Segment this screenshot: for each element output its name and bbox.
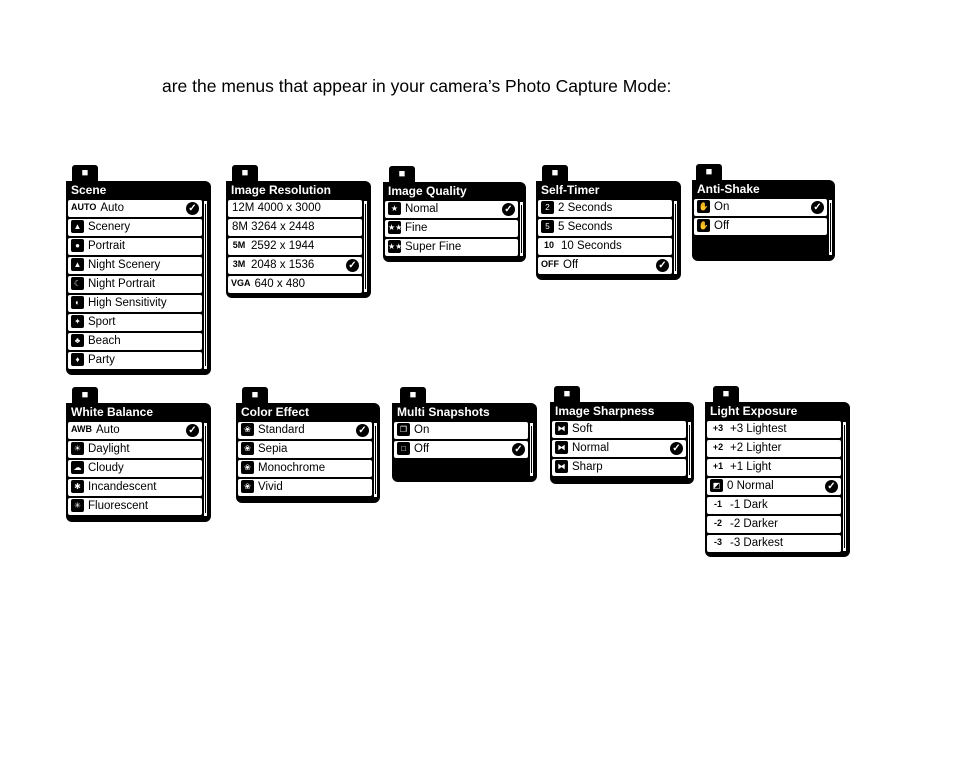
option-label: Off — [714, 220, 730, 232]
option-label: Monochrome — [258, 462, 326, 474]
option-icon: ✳ — [71, 499, 84, 512]
menu-panel — [536, 181, 681, 280]
option-label: Off — [414, 443, 430, 455]
menu-option[interactable] — [68, 441, 202, 458]
menu-scrollbar[interactable] — [364, 201, 367, 292]
option-icon: ❐ — [397, 423, 410, 436]
menu-option[interactable] — [707, 459, 841, 476]
menu-scrollbar[interactable] — [374, 423, 377, 497]
option-icon: +3 — [712, 423, 724, 433]
option-icon: OFF — [541, 259, 559, 269]
option-label: High Sensitivity — [88, 297, 167, 309]
selected-check-icon: ✓ — [656, 259, 669, 272]
selected-check-icon: ✓ — [186, 424, 199, 437]
option-icon: ⧓ — [555, 441, 568, 454]
menu-option[interactable] — [707, 516, 841, 533]
menu-option[interactable] — [552, 421, 686, 438]
menu-option[interactable] — [68, 498, 202, 515]
menu-option[interactable] — [228, 200, 362, 217]
option-icon: 2 — [541, 201, 554, 214]
option-icon: ★★★ — [388, 242, 410, 251]
scrollbar-thumb[interactable] — [521, 205, 522, 253]
menu-panel — [692, 180, 835, 261]
menu-option[interactable] — [694, 199, 827, 216]
option-icon: AWB — [71, 424, 92, 434]
option-label: Incandescent — [88, 481, 157, 493]
scrollbar-thumb[interactable] — [844, 425, 845, 548]
scrollbar-thumb[interactable] — [365, 204, 366, 289]
timer-icon[interactable]: ■ — [542, 165, 568, 182]
menu-option[interactable] — [385, 201, 518, 218]
option-label: 640 x 480 — [254, 278, 306, 290]
option-label: -1 Dark — [730, 499, 768, 511]
menu-panel — [226, 181, 371, 298]
menu-image-sharpness — [550, 386, 694, 484]
snapshots-icon[interactable]: ■ — [400, 387, 426, 404]
option-label: Soft — [572, 423, 593, 435]
option-label: Super Fine — [405, 241, 462, 253]
menu-scrollbar[interactable] — [530, 423, 533, 476]
selected-check-icon: ✓ — [346, 259, 359, 272]
wb-icon[interactable]: ■ — [72, 387, 98, 404]
menu-option[interactable] — [385, 220, 518, 237]
menu-options — [694, 199, 827, 237]
menu-option[interactable] — [552, 459, 686, 476]
menu-option[interactable] — [68, 422, 202, 439]
menu-panel — [705, 402, 850, 557]
option-icon: ◐ — [71, 296, 84, 309]
option-label: Night Portrait — [88, 278, 156, 290]
menu-options — [385, 201, 518, 258]
menu-option[interactable] — [228, 257, 362, 274]
option-label: Fine — [405, 222, 428, 234]
option-icon: 5M — [232, 240, 246, 250]
menu-self-timer — [536, 165, 681, 280]
option-label: Auto — [96, 424, 120, 436]
option-label: 10 Seconds — [561, 240, 622, 252]
option-icon: 5 — [541, 220, 554, 233]
option-icon: -1 — [713, 499, 722, 509]
option-label: Standard — [258, 424, 305, 436]
option-label: 8M 3264 x 2448 — [232, 221, 315, 233]
selected-check-icon: ✓ — [825, 480, 838, 493]
menu-panel — [383, 182, 526, 262]
option-label: Sport — [88, 316, 116, 328]
menu-scrollbar[interactable] — [674, 201, 677, 274]
menu-options — [707, 421, 841, 554]
option-icon: ▲ — [71, 258, 84, 271]
menu-option[interactable] — [394, 441, 528, 458]
color-icon[interactable]: ■ — [242, 387, 268, 404]
option-icon: □ — [397, 442, 410, 455]
menu-title: White Balance — [71, 405, 154, 419]
menu-title: Scene — [71, 183, 107, 197]
option-icon: ✋ — [698, 221, 709, 230]
option-label: Fluorescent — [88, 500, 149, 512]
scrollbar-thumb[interactable] — [531, 426, 532, 473]
menu-image-resolution — [226, 165, 371, 298]
option-label: Normal — [572, 442, 610, 454]
menu-image-quality — [383, 166, 526, 262]
menu-scrollbar[interactable] — [520, 202, 523, 256]
option-icon: ★ — [388, 202, 401, 215]
menu-panel — [392, 403, 537, 482]
option-icon: 10 — [543, 240, 554, 250]
menu-option[interactable] — [385, 239, 518, 256]
option-icon: ☁ — [71, 461, 84, 474]
scrollbar-thumb[interactable] — [375, 426, 376, 494]
menu-option[interactable] — [707, 421, 841, 438]
hand-icon[interactable]: ■ — [696, 164, 722, 181]
option-icon: ★★ — [388, 223, 403, 232]
menu-options — [228, 200, 362, 295]
menu-option[interactable] — [538, 257, 672, 274]
option-icon: ☀ — [71, 442, 84, 455]
option-label: Night Scenery — [88, 259, 161, 271]
option-icon: ▲ — [71, 220, 84, 233]
option-label: Nomal — [405, 203, 439, 215]
menu-option[interactable] — [68, 352, 202, 369]
menu-option[interactable] — [238, 479, 372, 496]
option-icon: ◩ — [710, 479, 723, 492]
menu-scrollbar[interactable] — [843, 422, 846, 551]
option-label: 12M 4000 x 3000 — [232, 202, 321, 214]
menu-title: Multi Snapshots — [397, 405, 490, 419]
menu-white-balance — [66, 387, 211, 522]
option-label: -2 Darker — [730, 518, 778, 530]
menu-options — [394, 422, 528, 460]
menu-option[interactable] — [68, 257, 202, 274]
menu-option[interactable] — [228, 238, 362, 255]
menu-options — [68, 200, 202, 371]
menu-panel — [236, 403, 380, 503]
star-icon[interactable]: ■ — [389, 166, 415, 183]
menu-option[interactable] — [707, 535, 841, 552]
option-label: On — [414, 424, 430, 436]
selected-check-icon: ✓ — [670, 442, 683, 455]
menu-panel — [550, 402, 694, 484]
option-icon: VGA — [231, 278, 251, 288]
menu-option[interactable] — [68, 276, 202, 293]
menu-title: Image Sharpness — [555, 404, 655, 418]
menu-scrollbar[interactable] — [829, 200, 832, 255]
option-icon: +2 — [712, 442, 724, 452]
menu-title: Image Resolution — [231, 183, 332, 197]
menu-options — [538, 200, 672, 276]
menu-color-effect — [236, 387, 380, 503]
menu-scrollbar[interactable] — [204, 423, 207, 516]
option-label: Off — [563, 259, 579, 271]
option-icon: ⧓ — [555, 460, 568, 473]
option-icon: +1 — [712, 461, 724, 471]
option-label: 0 Normal — [727, 480, 774, 492]
option-label: Party — [88, 354, 115, 366]
scrollbar-thumb[interactable] — [205, 426, 206, 513]
menu-option[interactable] — [68, 333, 202, 350]
menu-option[interactable] — [228, 276, 362, 293]
menu-option[interactable] — [68, 219, 202, 236]
option-label: 2 Seconds — [558, 202, 613, 214]
menu-option[interactable] — [68, 314, 202, 331]
option-icon: ✋ — [698, 202, 709, 211]
selected-check-icon: ✓ — [512, 443, 525, 456]
selected-check-icon: ✓ — [186, 202, 199, 215]
selected-check-icon: ✓ — [811, 201, 824, 214]
menu-option[interactable] — [707, 478, 841, 495]
scrollbar-thumb[interactable] — [675, 204, 676, 271]
menu-option[interactable] — [538, 238, 672, 255]
option-label: +3 Lightest — [730, 423, 787, 435]
menu-option[interactable] — [694, 218, 827, 235]
option-label: 2048 x 1536 — [251, 259, 315, 271]
option-label: Vivid — [258, 481, 283, 493]
option-icon: ♣ — [71, 334, 84, 347]
option-icon: AUTO — [71, 202, 97, 212]
menu-scrollbar[interactable] — [204, 201, 207, 369]
option-label: On — [714, 201, 730, 213]
menu-option[interactable] — [707, 440, 841, 457]
option-label: Daylight — [88, 443, 130, 455]
menu-option[interactable] — [228, 219, 362, 236]
menu-options — [68, 422, 202, 517]
option-label: Sepia — [258, 443, 288, 455]
option-icon: ❀ — [241, 461, 254, 474]
option-label: Beach — [88, 335, 121, 347]
selected-check-icon: ✓ — [502, 203, 515, 216]
menu-title: Image Quality — [388, 184, 467, 198]
menu-scrollbar[interactable] — [688, 422, 691, 478]
menu-option[interactable] — [68, 295, 202, 312]
menu-option[interactable] — [68, 460, 202, 477]
option-icon: -3 — [713, 537, 722, 547]
scene-mode-icon[interactable]: ■ — [72, 165, 98, 182]
option-icon: ● — [71, 239, 84, 252]
option-label: Sharp — [572, 461, 603, 473]
option-icon: ❀ — [241, 442, 254, 455]
option-label: -3 Darkest — [730, 537, 784, 549]
menu-option[interactable] — [238, 460, 372, 477]
menu-light-exposure — [705, 386, 850, 557]
menu-title: Self-Timer — [541, 183, 600, 197]
menu-option[interactable] — [238, 441, 372, 458]
option-icon: 3M — [232, 259, 246, 269]
menu-option[interactable] — [707, 497, 841, 514]
option-icon: ✦ — [71, 315, 84, 328]
menu-anti-shake — [692, 164, 835, 261]
sharpness-icon[interactable]: ■ — [554, 386, 580, 403]
menu-option[interactable] — [552, 440, 686, 457]
scrollbar-thumb[interactable] — [205, 204, 206, 366]
intro-text: are the menus that appear in your camera’s Photo Capture Mode: — [162, 76, 672, 96]
option-label: +1 Light — [730, 461, 772, 473]
resolution-icon[interactable]: ■ — [232, 165, 258, 182]
option-icon: ✱ — [71, 480, 84, 493]
option-label: +2 Lighter — [730, 442, 782, 454]
menu-multi-snapshots — [392, 387, 537, 482]
selected-check-icon: ✓ — [356, 424, 369, 437]
menu-title: Anti-Shake — [697, 182, 760, 196]
option-label: 2592 x 1944 — [251, 240, 315, 252]
menu-option[interactable] — [68, 238, 202, 255]
menu-title: Color Effect — [241, 405, 310, 419]
option-icon: ⧓ — [555, 422, 568, 435]
menu-option[interactable] — [538, 219, 672, 236]
option-label: 5 Seconds — [558, 221, 613, 233]
option-label: Cloudy — [88, 462, 124, 474]
menu-options — [552, 421, 686, 478]
menu-options — [238, 422, 372, 498]
menu-title: Light Exposure — [710, 404, 798, 418]
option-icon: ❀ — [241, 480, 254, 493]
menu-panel — [66, 181, 211, 375]
menu-option[interactable] — [238, 422, 372, 439]
option-icon: ♦ — [71, 353, 84, 366]
menu-option[interactable] — [394, 422, 528, 439]
option-icon: ❀ — [241, 423, 254, 436]
menu-scene — [66, 165, 211, 375]
menu-option[interactable] — [68, 479, 202, 496]
scrollbar-thumb[interactable] — [689, 425, 690, 475]
option-icon: ☾ — [71, 277, 84, 290]
option-label: Scenery — [88, 221, 131, 233]
option-label: Portrait — [88, 240, 126, 252]
option-icon: -2 — [713, 518, 722, 528]
menu-option[interactable] — [538, 200, 672, 217]
option-label: Auto — [100, 202, 125, 214]
menu-panel — [66, 403, 211, 522]
exposure-icon[interactable]: ■ — [713, 386, 739, 403]
menu-option[interactable] — [68, 200, 202, 217]
scrollbar-thumb[interactable] — [830, 203, 831, 252]
